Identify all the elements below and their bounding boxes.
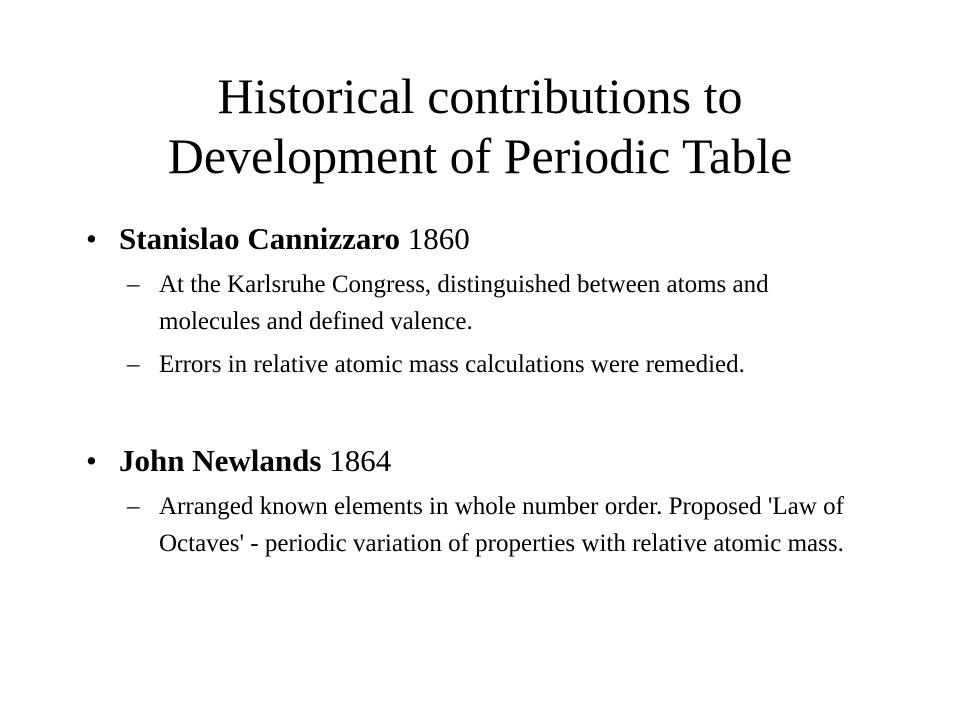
sub-point bbox=[86, 346, 859, 383]
slide-title bbox=[60, 66, 900, 186]
title-line-2: Development of Periodic Table bbox=[167, 128, 793, 184]
dash-icon: – bbox=[127, 493, 140, 520]
title-line-1: Historical contributions to bbox=[217, 68, 743, 124]
sub-point-text: Errors in relative atomic mass calculations were remedied. bbox=[159, 351, 745, 378]
bullet-icon: • bbox=[86, 221, 97, 256]
section-newlands bbox=[86, 440, 906, 562]
year: 1860 bbox=[407, 221, 470, 256]
sub-point-text: At the Karlsruhe Congress, distinguished between atoms and molecules and defined valence. bbox=[159, 271, 769, 335]
scientist-name: John Newlands bbox=[119, 443, 322, 478]
sub-point-text: Arranged known elements in whole number order. Proposed 'Law of Octaves' - periodic variation of properties with relative atomic mass. bbox=[159, 493, 844, 557]
scientist-name: Stanislao Cannizzaro bbox=[119, 221, 401, 256]
dash-icon: – bbox=[127, 271, 140, 298]
bullet-heading bbox=[86, 440, 906, 482]
section-cannizzaro bbox=[86, 218, 906, 383]
dash-icon: – bbox=[127, 351, 140, 378]
bullet-heading bbox=[86, 218, 906, 260]
sub-point bbox=[86, 266, 859, 340]
sub-point bbox=[86, 488, 859, 562]
year: 1864 bbox=[329, 443, 392, 478]
bullet-icon: • bbox=[86, 443, 97, 478]
